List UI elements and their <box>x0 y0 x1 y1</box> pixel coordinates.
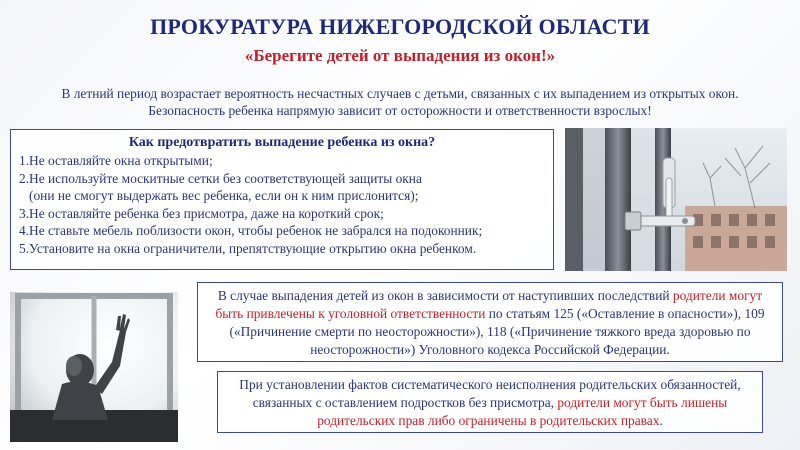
liability-highlight: родители могут быть привлечены к уголовной ответственности <box>215 288 763 321</box>
window-lock-illustration <box>565 128 787 271</box>
page-title: ПРОКУРАТУРА НИЖЕГОРОДСКОЙ ОБЛАСТИ <box>150 14 650 39</box>
tip-item: 5.Установите на окна ограничители, препятствующие открытию окна ребенком. <box>19 240 477 256</box>
rights-text: При установлении фактов систематического неисполнения родительских обязанностей, связанных с оставлением подростков без присмотра, <box>239 377 741 410</box>
liability-text: В случае выпадения детей из окон в зависимости от наступивших последствий <box>217 288 673 303</box>
tips-box <box>10 129 554 270</box>
tip-item: 2.Не используйте москитные сетки без соответствующей защиты окна <box>19 170 422 186</box>
parental-rights-box <box>217 371 763 433</box>
page-subtitle: «Берегите детей от выпадения из окон!» <box>244 46 556 65</box>
intro-line-2: Безопасность ребенка напрямую зависит от осторожности и ответственности взрослых! <box>148 103 652 118</box>
intro-text <box>10 85 790 119</box>
child-at-window-illustration <box>10 292 178 442</box>
tips-heading: Как предотвратить выпадение ребенка из окна? <box>128 135 436 150</box>
window-lock-photo <box>565 128 787 271</box>
rights-highlight: родители могут быть лишены родительских прав либо ограничены в родительских правах <box>317 395 728 428</box>
tip-item: 3.Не оставляйте ребенка без присмотра, даже на короткий срок; <box>19 205 384 221</box>
child-window-photo <box>10 292 178 442</box>
intro-line-1: В летний период возрастает вероятность несчастных случаев с детьми, связанных с их выпадением из открытых окон. <box>61 86 739 101</box>
tip-item: 4.Не ставьте мебель поблизости окон, чтобы ребенок не забрался на подоконник; <box>19 223 483 239</box>
liability-articles: по статьям 125 («Оставление в опасности»), 109 («Причинение смерти по неосторожности»), 118 («Причинение тяжкого вреда здоровью по неосторожности») Уголовного кодекса Российской Федерации. <box>229 306 765 357</box>
tip-item: (они не смогут выдержать вес ребенка, если он к ним прислонится); <box>29 188 419 204</box>
rights-end: . <box>659 413 663 428</box>
tip-item: 1.Не оставляйте окна открытыми; <box>19 153 213 168</box>
liability-box <box>197 282 783 362</box>
